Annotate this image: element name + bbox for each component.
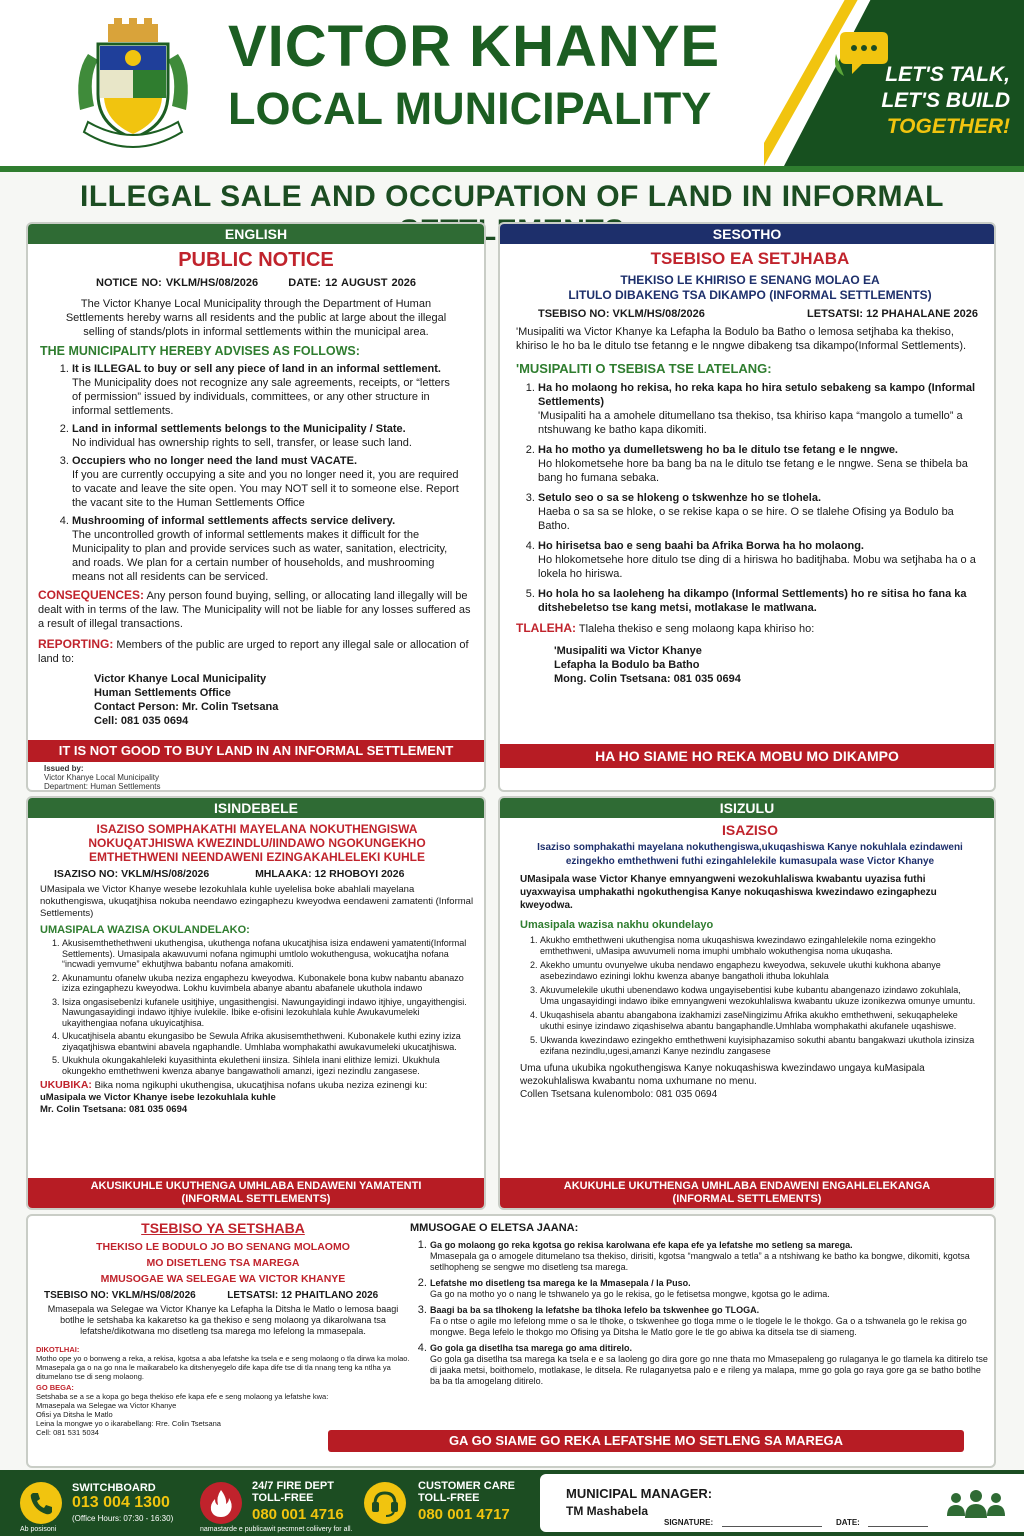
fire-label2: TOLL-FREE bbox=[252, 1492, 314, 1504]
isindebele-advice-list bbox=[40, 938, 474, 1076]
english-reporting: Members of the public are urged to report any illegal sale or allocation of land to: bbox=[38, 639, 469, 665]
sesotho-panel bbox=[498, 222, 996, 792]
isizulu-advice-list bbox=[520, 935, 980, 1056]
english-advice-list bbox=[38, 362, 474, 584]
page-title: ILLEGAL SALE AND OCCUPATION OF LAND IN INFORMAL bbox=[79, 180, 944, 213]
isizulu-advises-heading: Umasipala wazisa nakhu okundelayo bbox=[520, 919, 714, 931]
isindebele-warning-bar: AKUSIKUHLE UKUTHENGA UMHLABA ENDAWENI YAMATENTI (INFORMAL SETTLEMENTS) bbox=[28, 1178, 484, 1208]
list-item: 1. Akusisemthethethweni ukuthengisa, ukuthenga nofana ukucatjhisa isiza endaweni yamatenti(Informal Settlements). Umasipala akawuvumi nofana ngimuphi umtlolo wokuthengusa, wokucatjha nofana “incwadi yemvume” ekhutjhwa babantu nofana amakomiti. bbox=[62, 938, 474, 970]
list-item: 3. Setulo seo o sa se hlokeng o tskwenhze ho se tlohela. Haeba o sa sa se hloke, o se rekise kapa o se hire. O se tlalehe Ofising ya Bodulo ba Batho. bbox=[538, 491, 978, 533]
tab-sesotho: SESOTHO bbox=[500, 224, 994, 244]
setswana-intro: Mmasepala wa Selegae wa Victor Khanye ka Lefapha la Ditsha le Matlo o lemosa baagi botlhe le setshaba ka kakaretso ka ga thekiso e seng molaong ya dikarolwana tsa lefatshe/dikotwana mo disetleng tsa marega mo lefelong la mmasepala. bbox=[47, 1304, 399, 1336]
english-panel bbox=[26, 222, 486, 792]
footer bbox=[0, 1470, 1024, 1536]
care-label2: TOLL-FREE bbox=[418, 1492, 480, 1504]
english-notice-no: NOTICE NO: VKLM/HS/08/2026 bbox=[96, 277, 259, 289]
list-item: 3. Isiza ongasisebenlzi kufanele usitjhiye, ungasithengisi. Nawungayidingi indawo itjhiye, ungayithengisi. Nawungasayidingi indawo itjhiye ivulekile. Ibike e-ofisini lezokuhlala kuhle Awukavumeleki ukayithengiaa nofana ukuyicatjhisa. bbox=[62, 997, 474, 1029]
tab-english: ENGLISH bbox=[28, 224, 484, 244]
english-advises-heading: THE MUNICIPALITY HEREBY ADVISES AS FOLLOWS: bbox=[40, 344, 360, 358]
list-item: 4. Mushrooming of informal settlements affects service delivery. The uncontrolled growth of informal settlements makes it difficult for the Municipality to plan and provide services such as water, sanitation, electricity, and roads. We plan for a certain number of households, and mushrooming means not all residents can be serviced. bbox=[72, 514, 460, 584]
setswana-left-column bbox=[36, 1220, 410, 1437]
footer-small-left: Ab posisoni bbox=[20, 1526, 57, 1533]
fire-number: 080 001 4716 bbox=[252, 1506, 344, 1523]
fire-icon bbox=[200, 1482, 242, 1524]
list-item: 3. Baagi ba ba sa tlhokeng la lefatshe ba tlhoka lefelo ba tskwenhee go TLOGA. Fa o ntse o agile mo lefelong mme o sa le tlhoke, o tskwenhee go tloga mme o le tlogele le le thokgo. Ga o a tshwanela go le rekisa go mongwe. Bega lefelo le thokgo mo Ofising ya Ditsha le Matlo gore le tle go abiwa ka ditsela tse di siameng. bbox=[430, 1303, 990, 1338]
municipal-crest-icon bbox=[70, 14, 196, 158]
sesotho-notice-line: TSEBISO NO: VKLM/HS/08/2026 LETSATSI: 12 PHAHALANE 2026 bbox=[538, 308, 978, 320]
community-people-icon bbox=[944, 1488, 1008, 1522]
list-item: 1. Akukho emthethweni ukuthengisa noma ukuqashiswa kwezindawo ezingahlelekile noma ezingekho emthethweni, uMasipa awuvumeli noma imuphi umbhalo wokuthengisa noma ukuqasha. bbox=[540, 935, 980, 956]
english-intro: The Victor Khanye Local Municipality through the Department of Human Settlements hereby warns all residents and the public at large about the illegal selling of stands/plots in informal settlements within the municipal area. bbox=[65, 298, 447, 338]
signature-line bbox=[722, 1526, 822, 1527]
date-label: DATE: bbox=[836, 1518, 860, 1527]
list-item: 1. Ha ho molaong ho rekisa, ho reka kapa ho hira setulo sebakeng sa kampo (Informal Settlements) 'Musipaliti ha a amohele ditumellano tsa thekiso, tsa khiriso kapa “mangolo a tumello” a ntshuwang ke batho kapa dikomiti. bbox=[538, 381, 978, 437]
isizulu-contact: Collen Tsetsana kulenombolo: 081 035 0694 bbox=[520, 1089, 718, 1100]
slogan bbox=[870, 62, 1010, 140]
phone-icon bbox=[20, 1482, 62, 1524]
list-item: 4. Ukucatjhisela abantu ekungasibo be Sewula Afrika akusisemthethweni. Kubonakele kuthi eziny iziza ziyaqatjhiswa ebantwini abavela ngaphandle. Umhlaba womphakathi awukavumeleki ukucatjhiswa. bbox=[62, 1031, 474, 1052]
isindebele-contact: uMasipala we Victor Khanye isebe lezokuhlala kuhle Mr. Colin Tsetsana: 081 035 0694 bbox=[40, 1092, 276, 1115]
isindebele-intro: UMasipala we Victor Khanye wesebe lezokuhlala kuhle uyelelisa boke abahlali mayelana nokuthengiswa, ukuqatjhisa nokuba neendawo ezingaphezu kweyodwa eendaweni zamatenti (Informal Settlements) bbox=[40, 884, 474, 919]
english-reporting-label: REPORTING: bbox=[38, 637, 114, 651]
list-item: 5. Ukwanda kwezindawo ezingekho emthethweni kuyisiphazamiso sokuthi abantu bangakwazi ukuthola izinsiza ezifana nezindlu,ugesi,amanzi Kanye nezindlu zangasese bbox=[540, 1035, 980, 1056]
list-item: 2. Akekho umuntu ovunyelwe ukuba nendawo engaphezu kweyodwa, sekuvele ukuthi kukhona abanye asebezindawo eziningi lokhu kwenza abanye bangatholi ithuba lokuhlala bbox=[540, 960, 980, 981]
list-item: 4. Ho hirisetsa bao e seng baahi ba Afrika Borwa ha ho molaong. Ho hlokometsehe hore ditulo tse ding di a hiriswa ho baditjhaba. Mobu wa setjhaba ha o a lokela ho hiriswa. bbox=[538, 539, 978, 581]
header bbox=[0, 0, 1024, 172]
sesotho-report: Tlaleha thekiso e seng molaong kapa khiriso ho: bbox=[578, 623, 815, 635]
isizulu-warning-bar: AKUKUHLE UKUTHENGA UMHLABA ENDAWENI ENGAHLELEKANGA (INFORMAL SETTLEMENTS) bbox=[500, 1178, 994, 1208]
sesotho-advice-list bbox=[516, 381, 984, 615]
municipality-name-line2: LOCAL MUNICIPALITY bbox=[228, 83, 712, 134]
isindebele-report-label: UKUBIKA: bbox=[40, 1079, 92, 1091]
setswana-warning-bar: GA GO SIAME GO REKA LEFATSHE MO SETLENG SA MAREGA bbox=[328, 1430, 964, 1452]
sesotho-heading: TSEBISO EA SETJHABA bbox=[650, 249, 850, 268]
english-consequences-label: CONSEQUENCES: bbox=[38, 588, 145, 602]
isizulu-intro: UMasipala wase Victor Khanye emnyangweni wezokuhlaliswa kwabantu uyazisa futhi uyaxwayisa umphakathi ngokuthengisa Kanye nokuqashiswa kwezindawo ezingaphezu kweyodwa. bbox=[520, 874, 937, 911]
list-item: 2. Akunamuntu ofanelw ukuba neziza engaphezu kweyodwa. Kubonakele bona kubw nabantu abanazo iziza ezingaphezu kweyodwa. Lokhu kuvimbela abanye abantu abafanele ukuthola indawo bbox=[62, 973, 474, 994]
date-line bbox=[868, 1526, 928, 1527]
setswana-right-column bbox=[410, 1222, 990, 1390]
isindebele-panel bbox=[26, 796, 486, 1210]
sesotho-sub1: THEKISO LE KHIRISO E SENANG MOLAO EA bbox=[620, 273, 880, 287]
signature-label: SIGNATURE: bbox=[664, 1518, 714, 1527]
list-item: 1. Ga go molaong go reka kgotsa go rekisa karolwana efe kapa efe ya lefatshe mo setleng sa marega. Mmasepala ga o amogele ditumelano tsa thekiso, dirisiti, kgotsa “mangwalo a tetla” a a ntshiwang ke batho ka bongwe, dikomiti, kgotsa setlhopheng se sengwe mo disetleng tsa marega. bbox=[430, 1238, 990, 1273]
switchboard-label: SWITCHBOARD bbox=[72, 1482, 156, 1494]
english-notice-line bbox=[38, 277, 474, 289]
municipality-name-line1: VICTOR KHANYE bbox=[228, 14, 721, 79]
setswana-advises-heading: MMUSOGAE O ELETSA JAANA: bbox=[410, 1222, 579, 1234]
care-label1: CUSTOMER CARE bbox=[418, 1480, 515, 1492]
setswana-subheading: THEKISO LE BODULO JO BO SENANG MOLAOMO MO DISETLENG TSA MAREGA MMUSOGAE WA SELEGAE WA VICTOR KHANYE bbox=[96, 1241, 350, 1285]
headset-icon bbox=[364, 1482, 406, 1524]
list-item: 5. Ho hola ho sa laoleheng ha dikampo (Informal Settlements) ho re sitisa ho fana ka ditshebeletso tse kang metsi, motlakase le matlwana. bbox=[538, 587, 978, 615]
english-warning-bar: IT IS NOT GOOD TO BUY LAND IN AN INFORMAL SETTLEMENT bbox=[28, 740, 484, 762]
setswana-heading: TSEBISO YA SETSHABA bbox=[141, 1220, 305, 1236]
isindebele-advises-heading: UMASIPALA WAZISA OKULANDELAKO: bbox=[40, 924, 250, 936]
english-date: DATE: 12 AUGUST 2026 bbox=[288, 277, 416, 289]
list-item: 1. It is ILLEGAL to buy or sell any piece of land in an informal settlement. The Municipality does not recognize any sale agreements, receipts, or “letters of permission” issued by individuals, committees, or any other structure in informal settlements. bbox=[72, 362, 460, 418]
slogan-line3: TOGETHER! bbox=[886, 115, 1010, 138]
sesotho-advises-heading: 'MUSIPALITI O TSEBISA TSE LATELANG: bbox=[516, 361, 772, 376]
isindebele-notice-line: ISAZISO NO: VKLM/HS/08/2026 MHLAAKA: 12 RHOBOYI 2026 bbox=[54, 868, 405, 880]
sesotho-warning-bar: HA HO SIAME HO REKA MOBU MO DIKAMPO bbox=[500, 744, 994, 768]
setswana-small-print: DIKOTLHAI: Motho ope yo o bonweng a reka, a rekisa, kgotsa a aba lefatshe ka tsela e e seng molaong o tla dirwa ka molao. Mmasepala ga o na go nna le maikarabelo ka ditshenyegelo dife kapa dife tse di tla nnang teng ka ntlha ya ditumelano tse di seng molaong. GO BEGA: Setshaba se a se a kopa go bega thekiso efe kapa efe e seng molaong ya lefatshe kwa: Mmasepala wa Selegae wa Victor Khanye Ofisi ya Ditsha le Matlo Leina la mongwe yo o ikarabellang: Rre. Colin Tsetsana Cell: 081 531 5034 bbox=[36, 1345, 410, 1437]
english-consequences: Any person found buying, selling, or allocating land illegally will be dealt with in terms of the law. The Municipality will not be liable for any losses suffered as a result of illegal transactions. bbox=[38, 590, 471, 630]
list-item: 3. Occupiers who no longer need the land must VACATE. If you are currently occupying a site and you no longer need it, you are required to vacate and leave the site open. You may NOT sell it to someone else. Report the vacant site to the Human Settlements Office bbox=[72, 454, 460, 510]
tab-isindebele: ISINDEBELE bbox=[28, 798, 484, 818]
list-item: 2. Land in informal settlements belongs to the Municipality / State. No individual has ownership rights to sell, transfer, or lease such land. bbox=[72, 422, 460, 450]
sesotho-contact-block: 'Musipaliti wa Victor Khanye Lefapha la Bodulo ba Batho Mong. Colin Tsetsana: 081 035 0694 bbox=[554, 645, 741, 685]
sesotho-report-label: TLALEHA: bbox=[516, 621, 576, 635]
english-contact-block: Victor Khanye Local Municipality Human Settlements Office Contact Person: Mr. Colin Tsetsana Cell: 081 035 0694 bbox=[94, 673, 279, 727]
list-item: 2. Ha ho motho ya dumelletsweng ho ba le ditulo tse fetang e le nngwe. Ho hlokometsehe hore ba bang ba na le ditulo tse fetang e le nngwe. Sena se thibela ba bang ho fumana sebaka. bbox=[538, 443, 978, 485]
isindebele-report: Bika noma ngikuphi ukuthengisa, ukucatjhisa nofans ukuba neziza ezinengi ku: bbox=[94, 1080, 428, 1091]
isizulu-heading: ISAZISO bbox=[721, 822, 778, 838]
list-item: 5. Ukukhula okungakahleleki kuyasithinta ekuletheni iinsiza. Sihlela inani elithize lemizi. Ukukhula okungekho emthethweni kwenza abanye bangawatholi amanzi, igezi nezindlu zangasese. bbox=[62, 1055, 474, 1076]
list-item: 2. Lefatshe mo disetleng tsa marega ke la Mmasepala / la Puso. Ga go na motho yo o nang le tshwanelo ya go le rekisa, go le fetisetsa mongwe, kgotsa go le adima. bbox=[430, 1276, 990, 1300]
isizulu-panel bbox=[498, 796, 996, 1210]
switchboard-number: 013 004 1300 bbox=[72, 1494, 170, 1511]
sesotho-intro: 'Musipaliti wa Victor Khanye ka Lefapha la Bodulo ba Batho o lemosa setjhaba ka thekiso, khiriso le ho ba le ditulo tse fetanng e le nngwe dibakeng tsa dikampo(Informal Settlements). bbox=[516, 326, 967, 352]
care-number: 080 001 4717 bbox=[418, 1506, 510, 1523]
manager-name: TM Mashabela bbox=[566, 1504, 649, 1518]
setswana-advice-list bbox=[410, 1238, 990, 1387]
setswana-panel bbox=[26, 1214, 996, 1468]
switchboard-hours: (Office Hours: 07:30 - 16:30) bbox=[72, 1514, 174, 1523]
english-heading: PUBLIC NOTICE bbox=[178, 249, 334, 271]
header-divider bbox=[0, 166, 1024, 172]
list-item: 4. Go gola ga disetlha tsa marega go ama ditirelo. Go gola ga disetlha tsa marega ka tsela e e sa laoleng go dira gore go nne thata mo Mmasepaleng go rulaganya le go tlamela ka ditirelo tse di jaaka metsi, boithomelo, motlakase, le ditsela. Re rulaganyetsa palo e e rileng ya malapa, mme go gola go raya gore ga se batho botlhe ba ba tla amogelang ditirelo. bbox=[430, 1341, 990, 1387]
list-item: 3. Akuvumelekile ukuthi ubenendawo kodwa ungayisebentisi kube kubantu abangenazo izindawo zokuhlala, Uma ungasayidingi indawo ibike emnyangweni wezokuhlaliswa kwabantu ukuze izonikezwa omunye umuntu. bbox=[540, 985, 980, 1006]
isizulu-report: Uma ufuna ukubika ngokuthengiswa Kanye nokuqashiswa kwezindawo ungaya kuMasipala wezokuhlaliswa kwabantu noma uxhumane no menu. bbox=[520, 1063, 925, 1087]
fire-label1: 24/7 FIRE DEPT bbox=[252, 1480, 334, 1492]
isizulu-sub: Isaziso somphakathi mayelana nokuthengiswa,ukuqashiswa Kanye nokuhlala ezindaweni ezingekho emthethweni futhi ezingahlelekile kumasupala wase Victor Khanye bbox=[537, 842, 963, 867]
tab-isizulu: ISIZULU bbox=[500, 798, 994, 818]
sesotho-sub2: LITULO DIBAKENG TSA DIKAMPO (INFORMAL SETTLEMENTS) bbox=[568, 288, 932, 302]
setswana-notice-line: TSEBISO NO: VKLM/HS/08/2026 LETSATSI: 12 PHAITLANO 2026 bbox=[44, 1290, 379, 1301]
english-issued-by: Issued by: Victor Khanye Local Municipality Department: Human Settlements bbox=[44, 764, 161, 791]
footer-small-mid: namastarde e publicawit pecmnet coliivery for all. bbox=[200, 1526, 353, 1533]
slogan-line1: LET'S TALK, bbox=[885, 63, 1010, 86]
manager-label: MUNICIPAL MANAGER: bbox=[566, 1486, 713, 1501]
isindebele-heading: ISAZISO SOMPHAKATHI MAYELANA NOKUTHENGISWA NOKUQATJHISWA KWEZINDLU/IINDAWO NGOKUNGEKHO EMTHETHWENI NEENDAWENI EZINGAKAHLELEKI KUHLE bbox=[88, 822, 426, 864]
municipal-manager-box bbox=[540, 1474, 1024, 1532]
list-item: 4. Ukuqashisela abantu abangabona izakhamizi zaseNingizimu Afrika akukho emthethweni, sekuqapheleke ukuthi esinye izindawo ziqashiselwa abantu bangaphandle.Umhlaba womphakathi akufanele uqashiswe. bbox=[540, 1010, 980, 1031]
slogan-line2: LET'S BUILD bbox=[881, 89, 1010, 112]
